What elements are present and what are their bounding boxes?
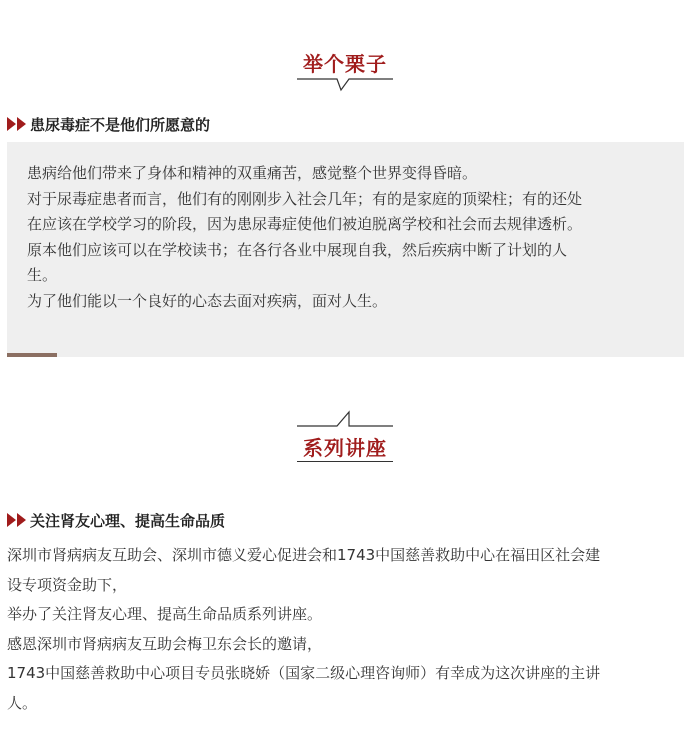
quote-paragraphs (27, 161, 677, 314)
paragraph-line: 1743中国慈善救助中心项目专员张晓娇（国家二级心理咨询师）有幸成为这次讲座的主讲 (7, 664, 601, 682)
paragraph-line: 对于尿毒症患者而言，他们有的刚刚步入社会几年；有的是家庭的顶梁柱；有的还处 (27, 189, 583, 208)
paragraph-line: 在应该在学校学习的阶段，因为患尿毒症使他们被迫脱离学校和社会而去规律透析。 (27, 215, 583, 233)
paragraph-line: 患病给他们带来了身体和精神的双重痛苦，感觉整个世界变得昏暗。 (27, 164, 478, 182)
paragraph-line: 举办了关注肾友心理、提高生命品质系列讲座。 (7, 605, 323, 623)
paragraph-line: 为了他们能以一个良好的心态去面对疾病，面对人生。 (27, 291, 388, 310)
title-underline (297, 461, 393, 462)
section-title-1 (297, 45, 393, 93)
quote-accent-bar (7, 353, 57, 357)
speech-tail-down-icon (297, 73, 393, 93)
paragraph-line: 深圳市肾病病友互助会、深圳市德义爱心促进会和1743中国慈善救助中心在福田区社会建 (7, 546, 601, 564)
subheading-1-text: 患尿毒症不是他们所愿意的 (30, 116, 211, 134)
paragraph-line: 原本他们应该可以在学校读书；在各行各业中展现自我，然后疾病中断了计划的人 (27, 240, 568, 259)
double-triangle-icon (7, 513, 27, 527)
double-triangle-icon (7, 117, 27, 131)
paragraph-line: 设专项资金助下， (7, 575, 128, 594)
section-title-1-text: 举个栗子 (303, 52, 387, 76)
speech-tail-up-icon (297, 410, 393, 430)
paragraph-line: 感恩深圳市肾病病友互助会梅卫东会长的邀请， (7, 634, 323, 653)
paragraph-line: 人。 (7, 693, 38, 712)
lecture-paragraphs (7, 541, 687, 718)
section-title-2-text: 系列讲座 (303, 436, 387, 460)
subheading-2-text: 关注肾友心理、提高生命品质 (30, 512, 226, 530)
section-title-2 (297, 410, 393, 466)
paragraph-line: 生。 (27, 266, 58, 284)
